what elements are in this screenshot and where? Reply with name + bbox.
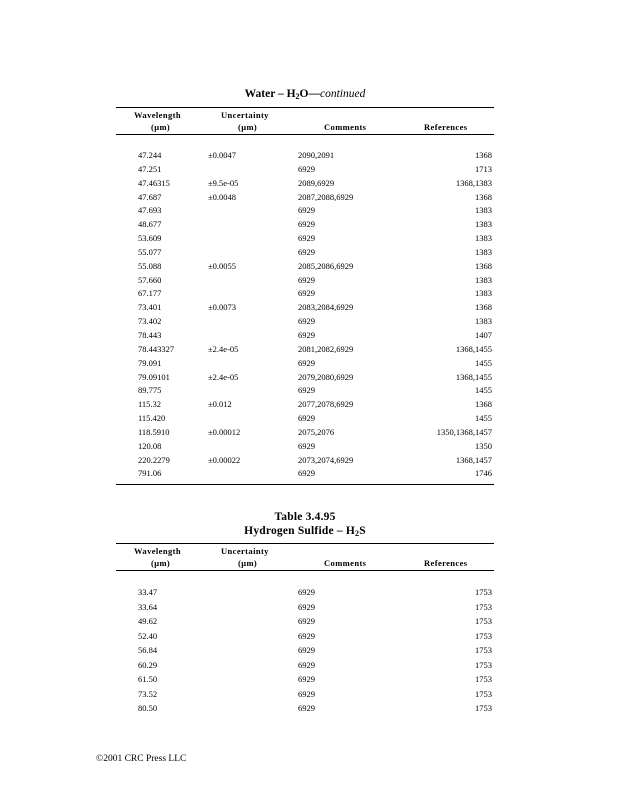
table-row [116,659,494,674]
header-wavelength-unit: (μm) [151,122,171,132]
header-comments: Comments [324,558,367,568]
table-row [116,630,494,645]
table-row [116,644,494,659]
cell-wavelength: 115.32 [138,399,162,410]
table-row [116,260,494,274]
cell-wavelength: 49.62 [138,616,158,626]
table-row [116,274,494,288]
cell-wavelength: 73.52 [138,688,158,699]
cell-uncertainty: ±2.4e-05 [208,343,239,354]
table-row [116,343,494,357]
cell-references: 1383 [475,205,492,216]
header-bottom-rule [116,570,494,571]
cell-references: 1368 [475,302,492,313]
cell-comments: 2085,2086,6929 [298,260,354,271]
cell-comments: 6929 [298,413,315,424]
cell-references: 1753 [475,674,492,684]
cell-uncertainty: ±0.012 [208,399,232,410]
cell-references: 1368 [475,399,492,410]
table-row [116,357,494,371]
cell-references: 1753 [475,645,492,655]
header-references: References [424,558,468,568]
hydrogen-sulfide-table [116,510,494,717]
cell-references: 1368 [475,260,492,271]
cell-wavelength: 73.402 [138,316,162,327]
cell-comments: 6929 [298,233,315,244]
copyright-footer: ©2001 CRC Press LLC [96,754,187,764]
cell-comments: 2083,2084,6929 [298,302,354,313]
cell-references: 1368,1457 [455,454,492,465]
cell-references: 1368 [475,150,492,160]
cell-references: 1455 [475,357,492,368]
header-uncertainty-unit: (μm) [238,122,258,132]
header-bottom-rule [116,134,494,135]
cell-comments: 6929 [298,274,315,285]
cell-comments: 2075,2076 [298,426,335,437]
cell-comments: 6929 [298,329,315,340]
cell-wavelength: 47.693 [138,205,162,216]
header-comments: Comments [324,122,367,132]
cell-comments: 6929 [298,246,315,257]
cell-references: 1407 [475,329,492,340]
cell-comments: 6929 [298,630,315,641]
cell-comments: 6929 [298,385,315,396]
table-row [116,191,494,205]
cell-comments: 2090,2091 [298,150,335,160]
cell-references: 1383 [475,316,492,327]
table-row [116,440,494,454]
cell-wavelength: 78.443327 [138,343,175,354]
cell-wavelength: 115.420 [138,413,166,424]
cell-wavelength: 52.40 [138,630,158,641]
cell-comments: 2087,2088,6929 [298,191,354,202]
cell-comments: 6929 [298,616,315,626]
table-row [116,615,494,630]
cell-references: 1350,1368,1457 [436,426,492,437]
table-row [116,163,494,177]
cell-comments: 6929 [298,468,315,479]
cell-wavelength: 33.64 [138,601,158,612]
cell-references: 1368,1383 [455,177,492,188]
table-row [116,177,494,191]
cell-comments: 2079,2080,6929 [298,371,354,382]
cell-wavelength: 53.609 [138,233,162,244]
cell-comments: 2077,2078,6929 [298,399,354,410]
cell-wavelength: 55.088 [138,260,162,271]
cell-references: 1753 [475,616,492,626]
cell-comments: 6929 [298,601,315,612]
cell-comments: 6929 [298,688,315,699]
cell-comments: 6929 [298,288,315,299]
cell-comments: 6929 [298,440,315,451]
cell-comments: 6929 [298,316,315,327]
cell-wavelength: 61.50 [138,674,158,684]
header-references: References [424,122,468,132]
cell-wavelength: 47.244 [138,150,162,160]
cell-references: 1753 [475,659,492,670]
cell-wavelength: 89.775 [138,385,162,396]
cell-wavelength: 78.443 [138,329,162,340]
cell-comments: 2089,6929 [298,177,335,188]
table-row [116,246,494,260]
cell-comments: 6929 [298,703,315,713]
cell-uncertainty: ±0.0047 [208,150,237,160]
cell-wavelength: 120.08 [138,440,162,451]
cell-wavelength: 55.077 [138,246,162,257]
cell-references: 1746 [475,468,492,479]
header-wavelength-unit: (μm) [151,558,171,568]
cell-references: 1383 [475,233,492,244]
cell-references: 1455 [475,413,492,424]
header-wavelength: Wavelength [134,546,181,556]
cell-comments: 2073,2074,6929 [298,454,354,465]
header-wavelength: Wavelength [134,110,181,120]
table-row [116,426,494,440]
cell-comments: 6929 [298,205,315,216]
cell-comments: 6929 [298,645,315,655]
cell-wavelength: 118.5910 [138,426,170,437]
cell-references: 1753 [475,630,492,641]
cell-wavelength: 791.06 [138,468,162,479]
cell-wavelength: 79.091 [138,357,162,368]
table-row [116,218,494,232]
cell-references: 1350 [475,440,492,451]
cell-references: 1753 [475,587,492,597]
cell-comments: 6929 [298,219,315,230]
cell-references: 1368,1455 [455,371,492,382]
table-row [116,204,494,218]
cell-wavelength: 47.46315 [138,177,170,188]
table-row [116,601,494,616]
table-row [116,329,494,343]
cell-references: 1383 [475,274,492,285]
cell-uncertainty: ±9.5e-05 [208,177,239,188]
cell-comments: 6929 [298,163,315,174]
water-table [116,87,494,485]
cell-references: 1383 [475,246,492,257]
cell-references: 1753 [475,703,492,713]
cell-wavelength: 60.29 [138,659,158,670]
water-rows [116,149,494,481]
table-row [116,301,494,315]
cell-uncertainty: ±0.0073 [208,302,237,313]
cell-references: 1713 [475,163,492,174]
table-row [116,454,494,468]
cell-references: 1383 [475,219,492,230]
hydrogen-sulfide-rows [116,586,494,717]
cell-references: 1368,1455 [455,343,492,354]
table-row [116,673,494,688]
cell-comments: 6929 [298,659,315,670]
table-row [116,586,494,601]
cell-wavelength: 73.401 [138,302,162,313]
cell-references: 1368 [475,191,492,202]
cell-wavelength: 67.177 [138,288,162,299]
cell-wavelength: 33.47 [138,587,158,597]
table-row [116,467,494,481]
table-row [116,688,494,703]
table-number: Table 3.4.95 [274,511,336,523]
table-header [116,544,494,570]
cell-wavelength: 80.50 [138,703,158,713]
cell-wavelength: 47.251 [138,163,162,174]
table-row [116,384,494,398]
table-row [116,702,494,717]
cell-wavelength: 48.677 [138,219,162,230]
table-row [116,371,494,385]
cell-wavelength: 79.09101 [138,371,170,382]
cell-wavelength: 56.84 [138,645,158,655]
cell-uncertainty: ±0.00022 [208,454,241,465]
table-row [116,149,494,163]
hydrogen-sulfide-title: Hydrogen Sulfide – $H_2S$ [244,525,366,538]
cell-comments: 6929 [298,357,315,368]
table-header [116,108,494,134]
header-uncertainty: Uncertainty [221,546,269,556]
cell-references: 1753 [475,688,492,699]
cell-wavelength: 57.660 [138,274,162,285]
cell-uncertainty: ±0.00012 [208,426,241,437]
cell-uncertainty: ±0.0055 [208,260,237,271]
cell-uncertainty: ±2.4e-05 [208,371,239,382]
table-row [116,287,494,301]
table-row [116,232,494,246]
water-table-title: Water – $H_2O—continued$ [244,88,366,101]
cell-wavelength: 47.687 [138,191,162,202]
cell-references: 1383 [475,288,492,299]
header-uncertainty-unit: (μm) [238,558,258,568]
cell-references: 1455 [475,385,492,396]
header-uncertainty: Uncertainty [221,110,269,120]
cell-comments: 6929 [298,587,315,597]
cell-wavelength: 220.2279 [138,454,170,465]
cell-comments: 2081,2082,6929 [298,343,354,354]
cell-references: 1753 [475,601,492,612]
table-row [116,412,494,426]
table-row [116,315,494,329]
cell-comments: 6929 [298,674,315,684]
table-row [116,398,494,412]
table-bottom-rule [116,484,494,485]
cell-uncertainty: ±0.0048 [208,191,237,202]
